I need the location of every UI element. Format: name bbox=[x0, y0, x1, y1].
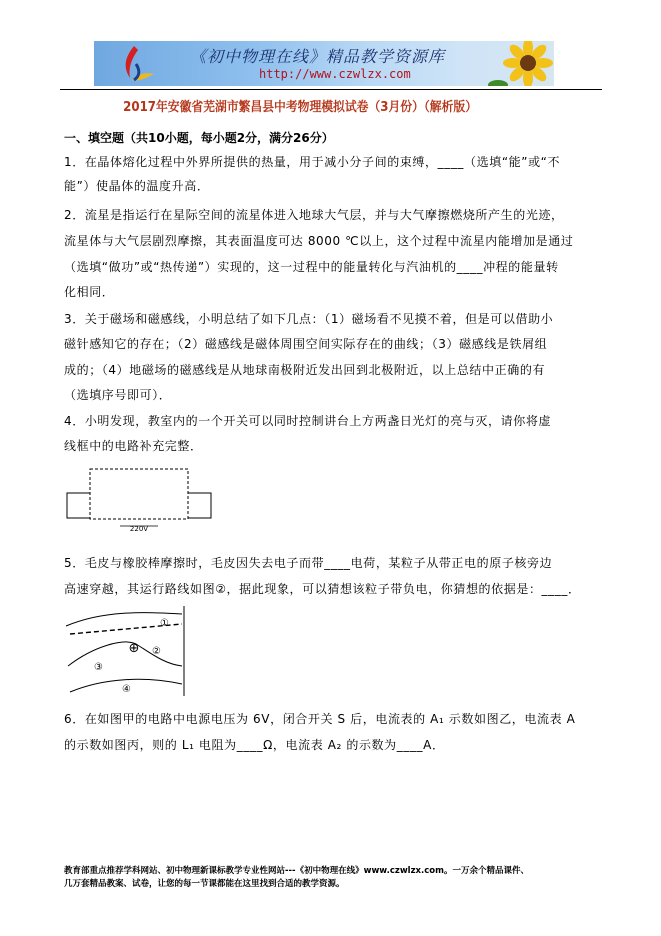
q5-line: 5．毛皮与橡胶棒摩擦时，毛皮因失去电子而带____电荷，某粒子从带正电的原子核旁边 bbox=[64, 556, 553, 570]
q2-line: （选填“做功”或“热传递”）实现的，这一过程中的能量转化与汽油机的____冲程的能量转 bbox=[64, 260, 559, 274]
q1-line: 能”）使晶体的温度升高． bbox=[64, 179, 210, 193]
q5-path-label-4: ④ bbox=[122, 684, 131, 695]
q4-circuit-figure bbox=[64, 463, 214, 533]
q1-line: 1．在晶体熔化过程中外界所提供的热量，用于减小分子间的束缚，____（选填“能”或“不 bbox=[64, 155, 561, 169]
document-title: 2017年安徽省芜湖市繁昌县中考物理模拟试卷（3月份）（解析版） bbox=[123, 100, 478, 115]
banner-url: http://www.czwlzx.com bbox=[259, 67, 411, 81]
q3-line: 磁针感知它的存在；（2）磁感线是磁体周围空间实际存在的曲线；（3）磁感线是铁屑组 bbox=[64, 337, 548, 351]
q3-line: 3．关于磁场和磁感线，小明总结了如下几点：（1）磁场看不见摸不着，但是可以借助小 bbox=[64, 312, 554, 326]
q5-nucleus: ⊕ bbox=[128, 641, 140, 656]
q5-particle-path-figure bbox=[64, 604, 194, 699]
q2-line: 化相同． bbox=[64, 285, 115, 299]
header-rule bbox=[60, 89, 602, 90]
q5-path-label-3: ③ bbox=[94, 662, 103, 673]
footer-line: 教育部重点推荐学科网站、初中物理新课标教学专业性网站---《初中物理在线》www.czwlzx.com。一万余个精品课件、 bbox=[64, 866, 529, 876]
site-logo-icon bbox=[116, 44, 156, 84]
q6-line: 的示数如图丙，则的 L₁ 电阻为____Ω，电流表 A₂ 的示数为____A． bbox=[64, 738, 445, 752]
q5-path-label-2: ② bbox=[152, 646, 161, 657]
q4-line: 4．小明发现，教室内的一个开关可以同时控制讲台上方两盏日光灯的亮与灭，请你将虚 bbox=[64, 414, 552, 428]
footer-line: 几万套精品教案、试卷，让您的每一节课都能在这里找到合适的教学资源。 bbox=[64, 879, 345, 889]
sunflower-icon bbox=[488, 41, 554, 86]
q5-path-label-1: ① bbox=[160, 618, 169, 629]
q2-line: 流星体与大气层剧烈摩擦，其表面温度可达 8000 ℃以上，这个过程中流星内能增加是通过 bbox=[64, 234, 574, 248]
q3-line: 成的；（4）地磁场的磁感线是从地球南极附近发出回到北极附近，以上总结中正确的有 bbox=[64, 363, 546, 377]
section-heading: 一、填空题（共10小题，每小题2分，满分26分） bbox=[64, 131, 334, 145]
q2-line: 2．流星是指运行在星际空间的流星体进入地球大气层，并与大气摩擦燃烧所产生的光迹， bbox=[64, 208, 564, 222]
q6-line: 6．在如图甲的电路中电源电压为 6V，闭合开关 S 后，电流表的 A₁ 示数如图乙，电流表 A bbox=[64, 712, 576, 726]
q3-line: （选填序号即可）． bbox=[64, 388, 172, 402]
q4-voltage-label: 220V bbox=[129, 525, 149, 533]
q5-line: 高速穿越，其运行路线如图②，据此现象，可以猜想该粒子带负电，你猜想的依据是：____． bbox=[64, 582, 581, 596]
banner-title: 《初中物理在线》精品教学资源库 bbox=[190, 47, 446, 66]
q4-line: 线框中的电路补充完整． bbox=[64, 439, 203, 453]
header-banner bbox=[94, 41, 554, 86]
